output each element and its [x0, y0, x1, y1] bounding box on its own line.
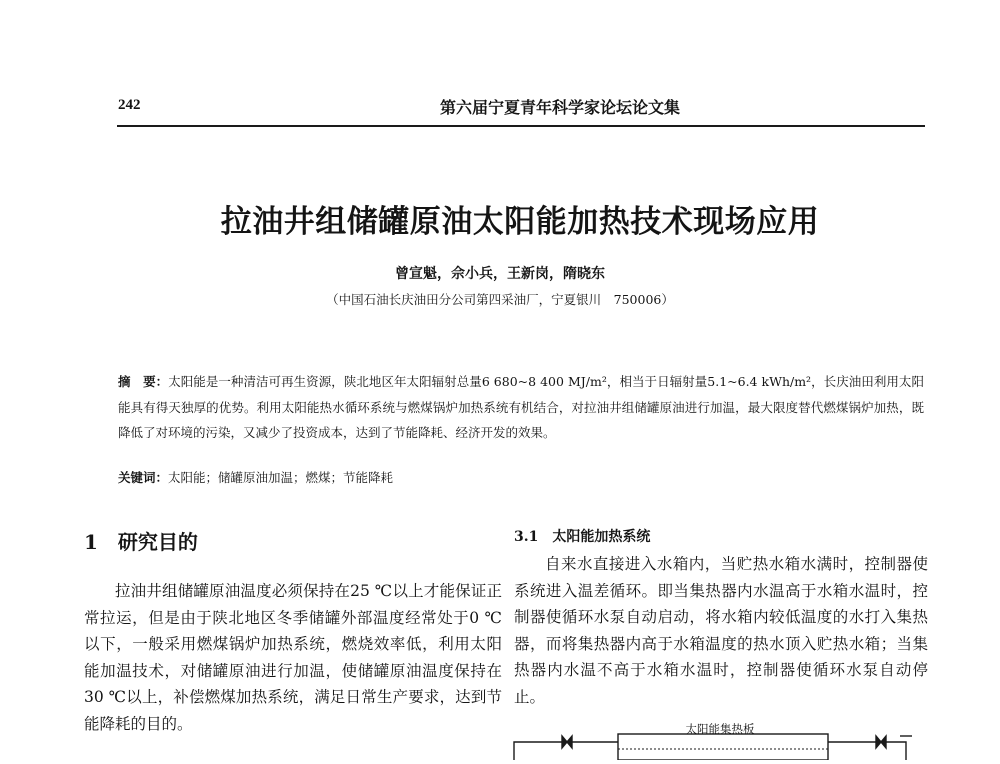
- abstract-text: 太阳能是一种清洁可再生资源，陕北地区年太阳辐射总量6 680~8 400 MJ/m²，相当于日辐射量5.1~6.4 kWh/m²，长庆油田利用太阳能具有得天独厚的优势。利用太阳能热水循环系统与燃煤锅炉加热系统有机结合，对拉油井组储罐原油进行加温，最大限度替代燃煤锅炉加热，既降低了对环境的污染，又减少了投资成本，达到了节能降耗、经济开发的效果。: [118, 374, 924, 440]
- keywords-text: 太阳能；储罐原油加温；燃煤；节能降耗: [168, 470, 394, 485]
- keywords-label: 关键词：: [118, 470, 169, 485]
- left-pipe: [514, 742, 618, 760]
- solar-collector-panel: [618, 734, 828, 760]
- journal-title: 第六届宁夏青年科学家论坛论文集: [439, 98, 680, 117]
- header-rule: [117, 125, 925, 127]
- valve-left-icon: [562, 736, 572, 748]
- right-pipe: [828, 742, 906, 760]
- section-3-1-heading: 3.1 太阳能加热系统: [514, 529, 651, 545]
- collector-label: 太阳能集热板: [685, 722, 755, 736]
- page-number: 242: [118, 97, 141, 113]
- section-1-paragraph: 拉油井组储罐原油温度必须保持在25 ℃以上才能保证正常拉运，但是由于陕北地区冬季储罐外部温度经常处于0 ℃以下，一般采用燃煤锅炉加热系统，燃烧效率低，利用太阳能加温技术，对储罐原油进行加温，使储罐原油温度保持在30 ℃以上，补偿燃煤加热系统，满足日常生产要求，达到节能降耗的目的。: [84, 582, 502, 733]
- section-3-1-body: [514, 551, 928, 710]
- section-1-body: [84, 578, 502, 737]
- article-title: 拉油井组储罐原油太阳能加热技术现场应用: [220, 204, 820, 240]
- abstract: [118, 369, 924, 446]
- valve-right-icon: [876, 736, 886, 748]
- solar-system-diagram: [510, 716, 930, 760]
- authors: 曾宣魁，佘小兵，王新岗，隋晓东: [395, 266, 605, 282]
- section-1-heading: 1 研究目的: [84, 530, 198, 554]
- keywords: [118, 468, 924, 486]
- affiliation: （中国石油长庆油田分公司第四采油厂，宁夏银川 750006）: [326, 292, 674, 307]
- section-3-1-paragraph: 自来水直接进入水箱内，当贮热水箱水满时，控制器使系统进入温差循环。即当集热器内水温高于水箱水温时，控制器使循环水泵自动启动，将水箱内较低温度的水打入集热器，而将集热器内高于水箱温度的热水顶入贮热水箱；当集热器内水温不高于水箱水温时，控制器使循环水泵自动停止。: [514, 555, 928, 706]
- abstract-label: 摘 要：: [118, 374, 169, 389]
